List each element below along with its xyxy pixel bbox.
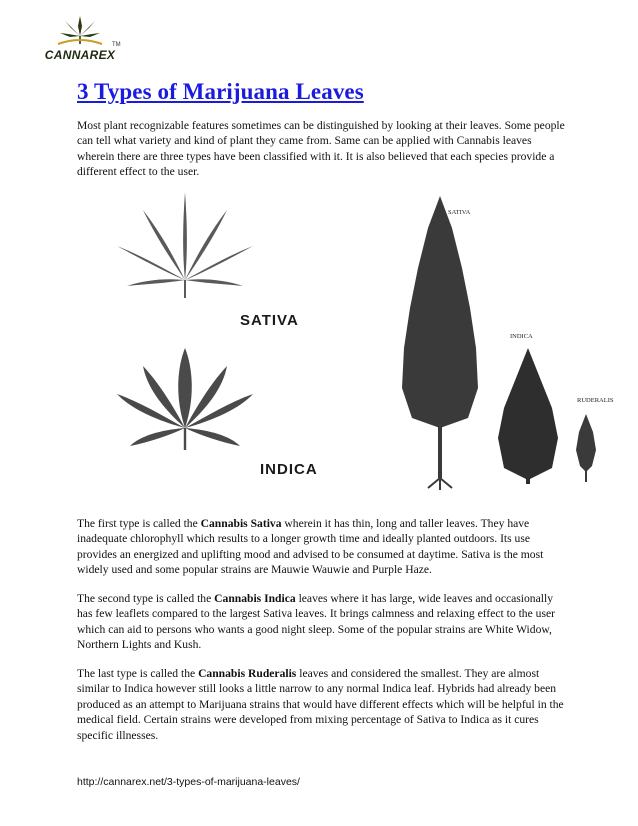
- paragraph-text: The first type is called the: [77, 517, 201, 530]
- paragraph-text: The second type is called the: [77, 592, 215, 605]
- sativa-paragraph: [77, 516, 567, 578]
- ruderalis-plant-icon: [576, 414, 596, 482]
- footer-url[interactable]: http://cannarex.net/3-types-of-marijuana-leaves/: [77, 776, 300, 788]
- paragraph-text: The last type is called the: [77, 667, 199, 680]
- logo-trademark: TM: [112, 42, 121, 48]
- ruderalis-paragraph: [77, 666, 567, 743]
- indica-plant-icon: [498, 348, 558, 484]
- cannarex-logo: [38, 14, 122, 66]
- sativa-plant-icon: [402, 196, 478, 490]
- ruderalis-plant-label: RUDERALIS: [577, 397, 614, 404]
- leaves-illustration: [90, 188, 620, 504]
- intro-paragraph: Most plant recognizable features sometimes can be distinguished by looking at their leaves. Some people can tell what variety and kind of plant they came from. Same can be applied with Cannabis leaves wherein there are three types have been classified with it. It is also believed that each species provide a different effect to the user.: [77, 119, 565, 179]
- strain-name-bold: Cannabis Sativa: [200, 517, 282, 530]
- indica-leaf-label: INDICA: [260, 461, 318, 478]
- paragraph-text: leaves and considered the smallest. They are almost similar to Indica however still looks a little narrow to any normal Indica leaf. Hybrids had already been produced as an attempt to Marijuana strains that would have different effects which will be helpful in the medical field. Certain strains were developed from mixing percentage of Sativa to Indica as it cures specific illnesses.: [77, 667, 564, 742]
- indica-leaf-icon: [117, 348, 253, 450]
- indica-paragraph: [77, 591, 567, 653]
- logo-wordmark: CANNAREX: [44, 48, 116, 62]
- sativa-leaf-label: SATIVA: [240, 312, 299, 329]
- indica-plant-label: INDICA: [510, 333, 533, 340]
- strain-name-bold: Cannabis Ruderalis: [198, 667, 297, 680]
- leaves-figure: [90, 188, 620, 504]
- paragraph-text: wherein it has thin, long and taller leaves. They have inadequate chlorophyll which results to a longer growth time and ideally planted outdoors. Its use provides an energized and uplifting mood and advised to be consumed at daytime. Sativa is the most widely used and some popular strains are Mauwie Wauwie and Purple Haze.: [77, 517, 544, 577]
- paragraph-text: leaves where it has large, wide leaves and occasionally has few leaflets compared to the largest Sativa leaves. It brings calmness and relaxing effect to the user which can aid to persons who wants a good night sleep. Some of the popular strains are White Widow, Northern Lights and Kush.: [77, 592, 555, 652]
- sativa-plant-label: SATIVA: [448, 209, 471, 216]
- page-title: 3 Types of Marijuana Leaves: [77, 79, 364, 104]
- strain-name-bold: Cannabis Indica: [214, 592, 296, 605]
- sativa-leaf-icon: [117, 192, 253, 298]
